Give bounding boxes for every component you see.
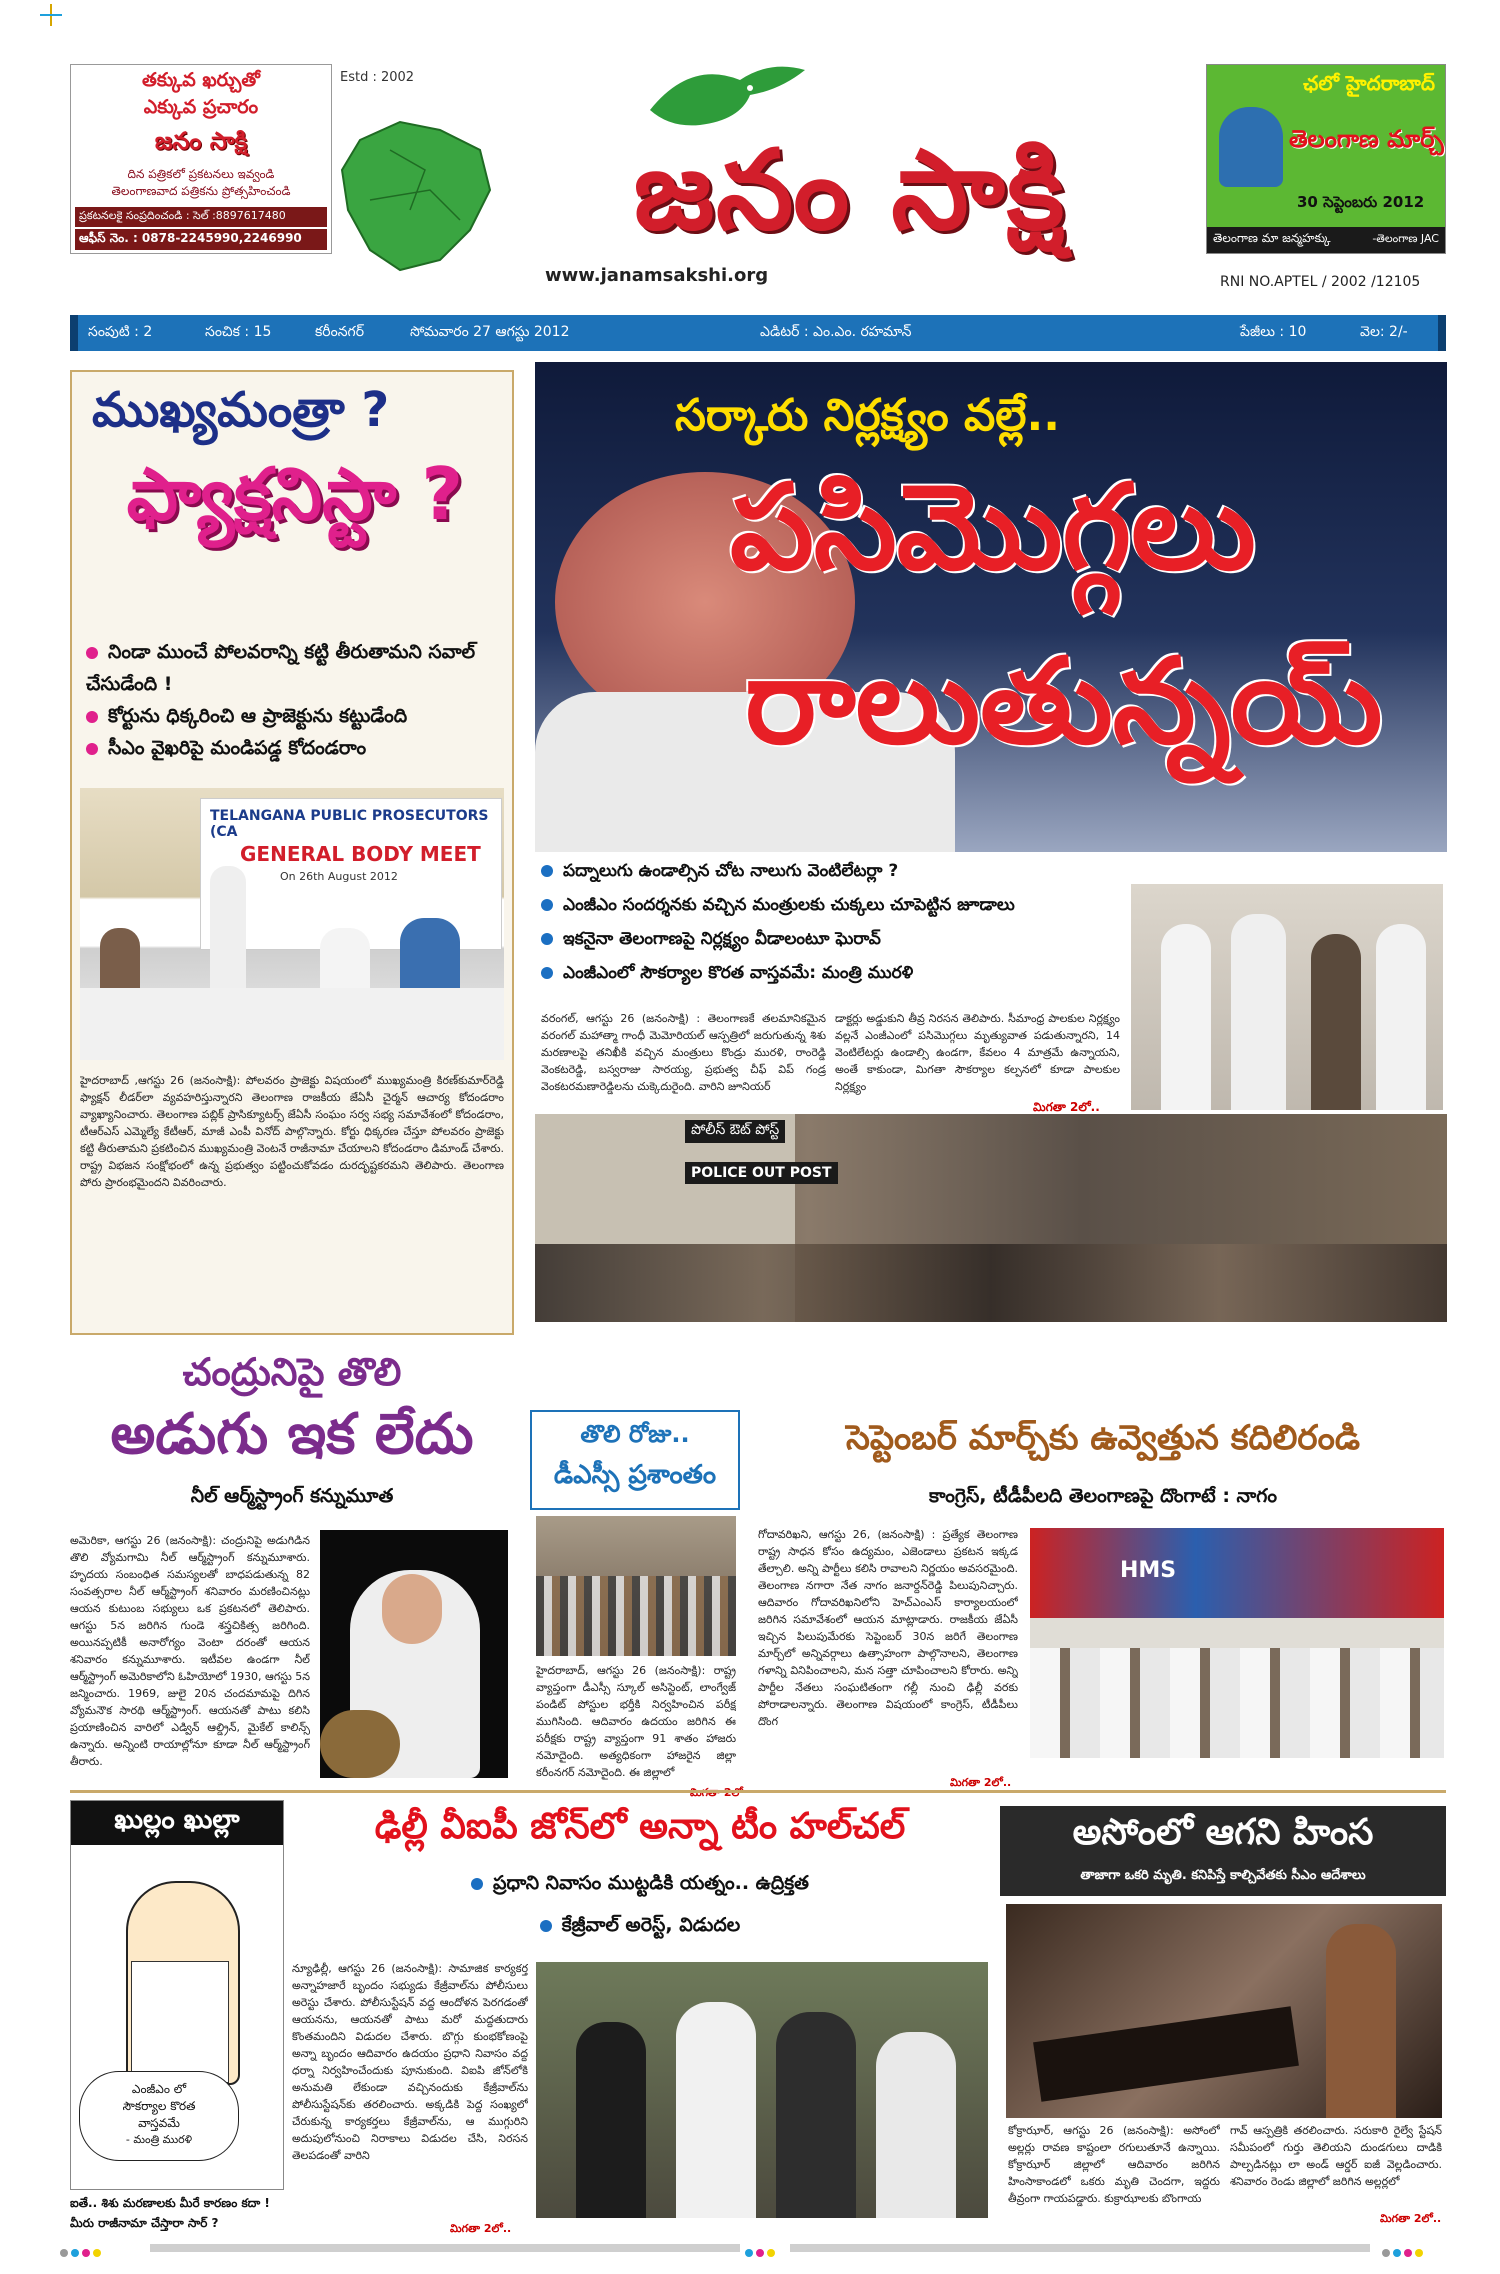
lead-headline2: రాలుతున్నయ్: [745, 632, 1383, 770]
police-sign: POLICE OUT POST: [685, 1162, 838, 1184]
dateline-date: సోమవారం 27 ఆగస్టు 2012: [410, 324, 570, 340]
ds-body: హైదరాబాద్, ఆగస్టు 26 (జనంసాక్షి): రాష్ట్ర వ్యాప్తంగా డీఎస్సీ స్కూల్ అసిస్టెంట్, లాంగ్వేజ్ పండిట్ పోస్టుల భర్తీకి నిర్వహించిన పరీక్ష ముగిసింది. ఆదివారం ఉదయం జరిగిన ఈ పరీక్షకు రాష్ట్ర వ్యాప్తంగా 91 శాతం హాజరు నమోదైంది. అత్యధికంగా హాజరైన జిల్లా కరీంనగర్ నమోదైంది. ఈ జిల్లాలో: [536, 1664, 736, 1779]
delhi-photo-arrest: [536, 1962, 988, 2218]
left-story-bullets: [86, 636, 506, 764]
right-ad-org: -తెలంగాణ JAC: [1372, 232, 1439, 245]
lead-photo-crowd: [535, 1114, 1447, 1322]
photo-banner: TELANGANA PUBLIC PROSECUTORS (CA: [210, 808, 489, 840]
cartoon-speech-bubble: [79, 2071, 239, 2161]
moon-subhead: నీల్ ఆర్మ్‌స్ట్రాంగ్ కన్నుమూత: [190, 1485, 394, 1507]
lead-body1: వరంగల్, ఆగస్టు 26 (జనంసాక్షి) : తెలంగాణకే తలమానికమైన వరంగల్ మహాత్మా గాంధీ మెమోరియల్ ఆస్పత్రిలో జరుగుతున్న శిశు మరణాలపై తనిఖీకి వచ్చిన మంత్రులు కొండ్రు మురళి, రాంరెడ్డి వెంకటరెడ్డి, బస్వరాజు సారయ్య, ప్రభుత్వ చీఫ్ విప్ గండ్ర వెంకటరమణారెడ్డిలను చుక్కెదురైంది. వారిని జూనియర్: [541, 1012, 826, 1093]
march-photo-meeting: [1030, 1528, 1444, 1758]
march-headline: సెప్టెంబర్ మార్చ్‌కు ఉవ్వెత్తున కదిలిరండి: [846, 1418, 1360, 1458]
color-registration-dots: [745, 2242, 775, 2261]
moon-headline2: అడుగు ఇక లేదు: [110, 1402, 474, 1467]
color-registration-dots: [1382, 2242, 1423, 2261]
march-photo-sign: HMS: [1120, 1558, 1177, 1583]
dateline-issue: సంచిక : 15: [205, 324, 272, 340]
assam-subhead: తాజాగా ఒకరి మృతి. కనిపిస్తే కాల్చివేతకు సీఎం ఆదేశాలు: [1080, 1868, 1366, 1883]
left-ad-contact1: ప్రకటనలకై సంప్రదించండి : సెల్ :8897617480: [75, 207, 327, 227]
ds-headline1: తొలి రోజు..: [580, 1420, 690, 1448]
moon-headline1: చంద్రునిపై తొలి: [182, 1350, 402, 1394]
bullet-item: నిండా ముంచే పోలవరాన్ని కట్టి తీరుతామని సవాల్ చేసుడేంది !: [86, 641, 476, 695]
left-ad-line2: ఎక్కువ ప్రచారం: [143, 96, 259, 118]
march-continued: మిగతా 2లో..: [950, 1776, 1012, 1789]
lead-story: [535, 362, 1447, 1322]
right-ad-date: 30 సెప్టెంబరు 2012: [1297, 193, 1425, 211]
moon-body: అమెరికా, ఆగస్టు 26 (జనంసాక్షి): చంద్రునిపై అడుగిడిన తొలి వ్యోమగామి నీల్ ఆర్మ్‌స్ట్రాంగ్ కన్నుమూశారు. హృదయ సంబంధిత సమస్యలతో బాధపడుతున్న 82 సంవత్సరాల నీల్ ఆర్మ్‌స్ట్రాంగ్ శనివారం మరణించినట్లు ఆయన కుటుంబ సభ్యులు ఒక ప్రకటనలో తెలిపారు. ఆగస్టు 5న జరిగిన గుండె శస్త్రచికిత్స జరిగింది. అయినప్పటికీ అనారోగ్యం వెంటా దరంతో ఆయన శనివారం కన్నుమూశారు. ఇటీవల ఉండగా నీల్ ఆర్మ్‌స్ట్రాంగ్ అమెరికాలోని ఓహియోలో 1930, ఆగస్టు 5న జన్మించారు. 1969, జులై 20న చందమామపై దిగిన వ్యోమనౌక సారథి ఆర్మ్‌స్ట్రాంగ్. ఆయనతో పాటు కలిసి ప్రయాణించిన వారిలో ఎడ్విన్ ఆల్డ్రిన్, మైకేల్ కాలిన్స్ ఉన్నారు. అన్నింటి రాయాల్లోనూ కూడా నీల్ ఆర్మ్‌స్ట్రాంగ్ తీరారు.: [70, 1534, 310, 1768]
assam-headline: అసోంలో ఆగని హింస: [1072, 1812, 1374, 1853]
cartoon-speech4: - మంత్రి మురళి: [125, 2133, 193, 2146]
bullet-item: ఎంజీఎం సందర్శనకు వచ్చిన మంత్రులకు చుక్కలు చూపెట్టిన జూడాలు: [541, 888, 1121, 922]
moon-photo-armstrong: [320, 1530, 508, 1778]
color-registration-dots: [60, 2242, 101, 2261]
dateline-editor: ఎడిటర్ : ఎం.ఎం. రహమాన్: [760, 324, 912, 340]
delhi-continued: మిగతా 2లో..: [450, 2222, 512, 2235]
section-divider: [70, 1790, 1446, 1793]
right-ad: [1206, 64, 1446, 254]
cartoon-box: [70, 1800, 284, 2190]
bullet-item: పద్నాలుగు ఉండాల్సిన చోట నాలుగు వెంటిలేటర్లా ?: [541, 854, 1121, 888]
left-ad-contact2: ఆఫీస్ నెం. : 0878-2245990,2246990: [75, 229, 327, 250]
march-subhead: కాంగ్రెస్, టీడీపీలది తెలంగాణపై దొంగాటే : నాగం: [929, 1485, 1277, 1507]
lead-headline1: పసిమొగ్గలు: [730, 458, 1256, 596]
assam-body1: కోక్రాఝార్, ఆగస్టు 26 (జనంసాక్షి): అసోంలో అల్లర్లు రావణ కాష్టంలా రగులుతూనే ఉన్నాయి. కోక్రాఝార్ జిల్లాలో ఆదివారం జరిగిన హింసాకాండలో ఒకరు మృతి చెందగా, ఇద్దరు తీవ్రంగా గాయపడ్డారు. కుక్రాఝాలకు బొంగాయ: [1008, 2124, 1220, 2205]
bullet-item: ఇకనైనా తెలంగాణపై నిర్లక్ష్యం వీడాలంటూ ఘెరావ్: [541, 922, 1121, 956]
bullet-item: కోర్టును ధిక్కరించి ఆ ప్రాజెక్టును కట్టుడేంది: [86, 700, 506, 732]
left-ad-line1: తక్కువ ఖర్చుతో: [142, 69, 260, 91]
left-story-kicker: ముఖ్యమంత్రా ?: [92, 382, 390, 438]
left-ad-brand: జనం సాక్షి: [154, 127, 248, 155]
telangana-map-icon: [330, 110, 500, 280]
dateline-pages: పేజీలు : 10: [1240, 324, 1307, 340]
website-url: www.janamsakshi.org: [545, 265, 769, 286]
right-ad-line1: ఛలో హైదరాబాద్: [1303, 71, 1435, 95]
police-sign-telugu: పోలీస్ ఔట్ పోస్ట్: [685, 1120, 785, 1143]
lead-body2: డాక్టర్లు అడ్డుకుని తీవ్ర నిరసన తెలిపారు. సీమాంధ్ర పాలకుల నిర్లక్ష్యం వల్లనే ఎంజీఎంలో పసిమొగ్గలు మృత్యువాత పడుతున్నారని, 14 వెంటిలేటర్లు ఉండాల్సి ఉండగా, కేవలం 4 మాత్రమే ఉన్నాయని, అంతే కాకుండా, మిగతా సౌకర్యాల కల్పనలో కూడా పాలకుల నిర్లక్ష్యం: [835, 1012, 1120, 1093]
photo-date: On 26th August 2012: [280, 870, 398, 883]
delhi-bullet2: కేజ్రీవాల్ అరెస్ట్, విడుదల: [290, 1914, 990, 1941]
cartoon-title: ఖుల్లం ఖుల్లా: [71, 1801, 283, 1845]
ds-continued: [690, 1786, 743, 1802]
bullet-item: ఎంజీఎంలో సౌకర్యాల కొరత వాస్తవమే: మంత్రి మురళి: [541, 956, 1121, 990]
dateline-place: కరీంనగర్: [315, 324, 364, 340]
lead-bullets: [541, 854, 1121, 990]
footer-bar-right: [790, 2244, 1370, 2252]
photo-banner2: GENERAL BODY MEET: [240, 842, 481, 866]
ds-photo-queue: [536, 1516, 736, 1656]
right-ad-slogan: తెలంగాణ మా జన్మహక్కు: [1213, 231, 1331, 245]
assam-continued: మిగతా 2లో..: [1380, 2212, 1442, 2225]
cartoon-speech2: సౌకర్యాల కొరత: [122, 2099, 196, 2113]
cartoon-speech1: ఎంజీఎం లో: [131, 2082, 187, 2096]
lead-photo-ministers: [1131, 884, 1443, 1110]
left-story-headline: ఫ్యాక్షనిస్టా ?: [126, 452, 464, 536]
left-story-photo: [80, 788, 504, 1060]
left-ad-line4: తెలంగాణవాద పత్రికను ప్రోత్సహించండి: [111, 184, 291, 198]
estd-label: Estd : 2002: [340, 70, 415, 85]
dateline-price: వెల: 2/-: [1360, 324, 1408, 340]
delhi-bullet1: ప్రధాని నివాసం ముట్టడికి యత్నం.. ఉద్రిక్తత: [290, 1872, 990, 1899]
assam-header: [1000, 1806, 1446, 1896]
delhi-body: న్యూఢిల్లీ, ఆగస్టు 26 (జనంసాక్షి): సామాజిక కార్యకర్త అన్నాహజారే బృందం సభ్యుడు కేజ్రీవాల్‌ను పోలీసులు అరెస్టు చేశారు. పోలీసుస్టేషన్ వద్ద ఆందోళన పెరగడంతో ఆయనను, ఆయనతో పాటు మరో మద్దతుదారు కొంతమందిని విడుదల చేశారు. బొగ్గు కుంభకోణంపై అన్నా బృందం ఆదివారం ఉదయం ప్రధాని నివాసం వద్ద ధర్నా నిర్వహించేందుకు పూనుకుంది. విఐపి జోన్‌లోకి అనుమతి లేకుండా వచ్చినందుకు కేజ్రీవాల్‌ను పోలీసుస్టేషన్‌కు తరలించారు. అక్కడికి పెద్ద సంఖ్యలో చేరుకున్న కార్యకర్తలు కేజ్రీవాల్‌ను, ఆ ముగ్గురిని అదుపులోనుంచి నిరాకాలు విడుదల చేసి, నిరసన తెలపడంతో వారిని: [292, 1962, 528, 2162]
fist-icon: [1219, 107, 1283, 187]
cartoon-caption1: ఐతే.. శిశు మరణాలకు మీరే కారణం కదా !: [70, 2196, 270, 2210]
lead-continued: మిగతా 2లో..: [1033, 1100, 1100, 1114]
right-ad-line2: తెలంగాణ మార్చ్: [1289, 125, 1444, 153]
cartoon-caption2: మీరు రాజీనామా చేస్తారా సార్ ?: [70, 2216, 219, 2230]
bullet-item: సీఎం వైఖరిపై మండిపడ్డ కోదండరాం: [86, 732, 506, 764]
cartoon-speech3: వాస్తవమే: [138, 2116, 180, 2130]
dateline-volume: సంపుటి : 2: [88, 324, 153, 340]
assam-body2: గావ్ ఆస్పత్రికి తరలించారు. సరుకారి రైల్వే స్టేషన్ సమీపంలో గుర్తు తెలియని దుండగులు దాడికి పాల్పడినట్లు లా అండ్ ఆర్డర్ ఐజీ వెల్లడించారు. శనివారం రెండు జిల్లాలో జరిగిన అల్లర్లలో: [1230, 2124, 1442, 2188]
left-story: [70, 370, 514, 1335]
left-story-body: హైదరాబాద్ ,ఆగస్టు 26 (జనంసాక్షి): పోలవరం ప్రాజెక్టు విషయంలో ముఖ్యమంత్రి కిరణ్‌కుమార్‌రెడ్డి ఫ్యాక్షన్ లీడర్‌లా వ్యవహరిస్తున్నారని తెలంగాణ రాజకీయ జేఏసీ చైర్మన్ ఆచార్య కోదండరాం వ్యాఖ్యానించారు. తెలంగాణ పబ్లిక్ ప్రాసిక్యూటర్స్ జేఏసీ సంఘం సర్వ సభ్య సమావేశంలో కోదండరాం, టీఆర్‌ఎస్ ఎమ్మెల్యే కేటీఆర్, మాజీ ఎంపీ వినోద్ పాల్గొన్నారు. కోర్టు ధిక్కరణ చేస్తూ పోలవరం ప్రాజెక్టు కట్టి తీరుతామని ప్రకటించిన ముఖ్యమంత్రి వెంటనే రాజీనామా చేయాలని కోదండరాం డిమాండ్ చేశారు. రాష్ట్ర విభజన సంక్షోభంలో ఉన్న ప్రభుత్వం పట్టించుకోవడం దురదృష్టకరమని తెలిపారు. తెలంగాణ పోరు ప్రారంభమైందని వివరించారు.: [80, 1074, 504, 1189]
masthead-title: జనం సాక్షి: [633, 126, 1067, 254]
lead-kicker: సర్కారు నిర్లక్ష్యం వల్లే..: [675, 390, 1060, 441]
left-ad-line3: దిన పత్రికలో ప్రకటనలు ఇవ్వండి: [127, 167, 275, 181]
footer-bar-left: [150, 2244, 740, 2252]
registration-mark: [40, 4, 62, 26]
assam-photo-burnt-house: [1006, 1904, 1442, 2118]
rni-number: RNI NO.APTEL / 2002 /12105: [1220, 274, 1421, 290]
march-body: గోదావరిఖని, ఆగస్టు 26, (జనంసాక్షి) : ప్రత్యేక తెలంగాణ రాష్ట్ర సాధన కోసం ఉద్యమం, ఎజెండాలు ప్రకటన ఇక్కడ తేల్చాలి. అన్ని పార్టీలు కలిసి రావాలని నిర్ణయం అవసరమైంది. తెలంగాణ నగారా నేత నాగం జనార్దన్‌రెడ్డి పిలుపునిచ్చారు. ఆదివారం గోదావరిఖనిలోని హెచ్‌ఎంఎస్ కార్యాలయంలో జరిగిన సమావేశంలో ఆయన మాట్లాడారు. రాజకీయ జేఏసీ ఇచ్చిన పిలుపుమేరకు సెప్టెంబర్ 30న జరిగే తెలంగాణ మార్చ్‌లో అన్నివర్గాలు ఉత్సాహంగా పాల్గొనాలని, తెలంగాణ గళాన్ని వినిపించాలని, మన సత్తా చూపించాలని కోరారు. అన్ని పార్టీల నేతలు సంఘటితంగా గల్లీ నుంచి ఢిల్లీ వరకు పోరాడాలన్నారు. తెలంగాణ విషయంలో కాంగ్రెస్, టీడీపీలు దొంగ: [758, 1528, 1018, 1728]
dateline-bar: [70, 315, 1446, 351]
ds-headline2: డీఎస్సీ ప్రశాంతం: [553, 1460, 717, 1490]
delhi-headline: ఢిల్లీ వీఐపీ జోన్‌లో అన్నా టీం హల్‌చల్: [374, 1806, 906, 1847]
left-ad: [70, 64, 332, 254]
